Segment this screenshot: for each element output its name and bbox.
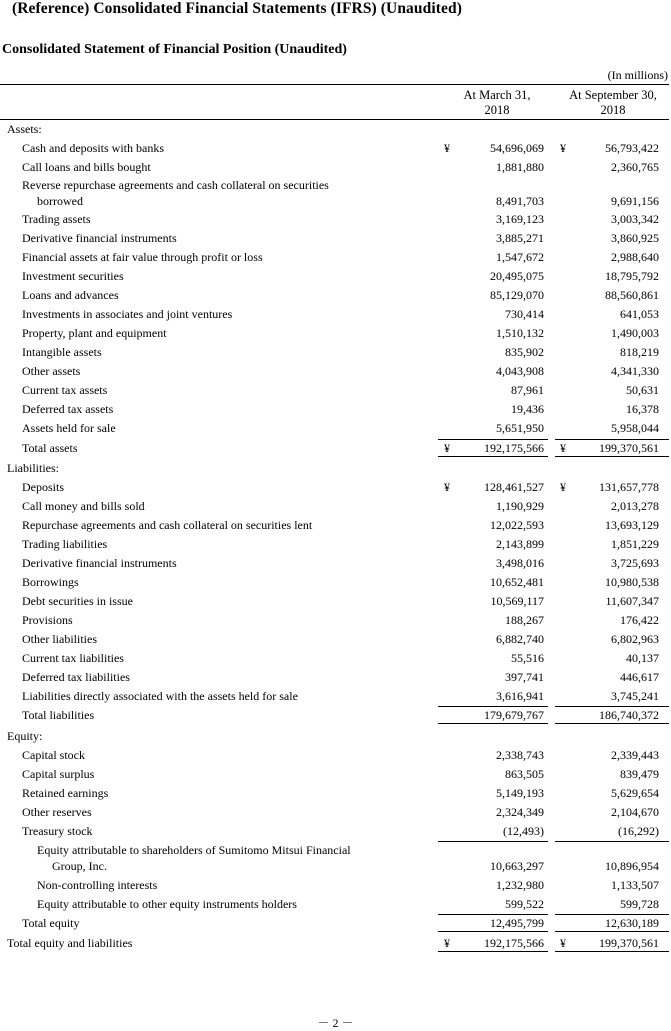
value-september-2018: 4,341,330 (611, 364, 659, 378)
row-label: Liabilities directly associated with the assets held for sale (22, 689, 298, 703)
row-label: Other assets (22, 364, 81, 378)
value-september-2018: 2,013,278 (611, 499, 659, 513)
section-label: Liabilities: (7, 461, 59, 475)
statement-title: Consolidated Statement of Financial Position (Unaudited) (2, 42, 347, 57)
subtotal-rule (555, 439, 669, 440)
row-label: Provisions (22, 613, 73, 627)
value-september-2018: 56,793,422 (605, 141, 659, 155)
row-label: Loans and advances (22, 288, 119, 302)
units-note: (In millions) (607, 68, 668, 82)
value-march-2018: 599,522 (505, 897, 544, 911)
value-march-2018: 87,961 (511, 383, 544, 397)
value-september-2018: 10,896,954 (605, 859, 659, 873)
value-march-2018: 5,149,193 (496, 786, 544, 800)
row-label: Repurchase agreements and cash collateral on securities lent (22, 518, 313, 532)
value-september-2018: 3,745,241 (611, 689, 659, 703)
value-march-2018: 55,516 (511, 651, 544, 665)
column-header-march-line1: At March 31, (463, 88, 531, 102)
subtotal-rule (438, 706, 548, 707)
value-september-2018: 2,104,670 (611, 805, 659, 819)
row-label: Equity attributable to other equity instruments holders (37, 897, 297, 911)
value-march-2018: 8,491,703 (496, 194, 544, 208)
subtotal-rule (555, 706, 669, 707)
value-march-2018: (12,493) (503, 824, 544, 838)
row-label: Assets held for sale (22, 421, 116, 435)
value-march-2018: 1,510,132 (496, 326, 544, 340)
value-september-2018: 40,137 (626, 651, 659, 665)
column-header-march-line2: 2018 (484, 103, 510, 117)
row-label: Deferred tax assets (22, 402, 114, 416)
row-label: Total liabilities (22, 708, 95, 722)
total-rule (438, 723, 548, 724)
value-september-2018: 599,728 (620, 897, 659, 911)
value-september-2018: 6,802,963 (611, 632, 659, 646)
row-label: Intangible assets (22, 345, 102, 359)
value-september-2018: 1,851,229 (611, 537, 659, 551)
value-march-2018: 128,461,527 (484, 480, 544, 494)
value-september-2018: 2,339,443 (611, 748, 659, 762)
total-rule (438, 951, 548, 952)
value-september-2018: 50,631 (626, 383, 659, 397)
row-label: Capital surplus (22, 767, 95, 781)
row-label: Investments in associates and joint ventures (22, 307, 233, 321)
value-september-2018: 3,003,342 (611, 212, 659, 226)
value-september-2018: 3,860,925 (611, 231, 659, 245)
yen-symbol-march: ¥ (444, 936, 450, 950)
value-september-2018: 1,133,507 (611, 878, 659, 892)
value-september-2018: 131,657,778 (599, 480, 659, 494)
value-march-2018: 397,741 (505, 670, 544, 684)
value-march-2018: 3,616,941 (496, 689, 544, 703)
row-label: Debt securities in issue (22, 594, 133, 608)
value-march-2018: 12,495,799 (490, 916, 544, 930)
value-march-2018: 835,902 (505, 345, 544, 359)
yen-symbol-september: ¥ (560, 480, 566, 494)
value-september-2018: 9,691,156 (611, 194, 659, 208)
row-label: Trading assets (22, 212, 91, 226)
yen-symbol-march: ¥ (444, 480, 450, 494)
value-march-2018: 730,414 (505, 307, 544, 321)
value-march-2018: 1,547,672 (496, 250, 544, 264)
value-september-2018: 186,740,372 (599, 708, 659, 722)
column-header-september-line2: 2018 (600, 103, 626, 117)
value-september-2018: 199,370,561 (599, 936, 659, 950)
value-march-2018: 1,190,929 (496, 499, 544, 513)
row-label: Treasury stock (22, 824, 93, 838)
row-label: Capital stock (22, 748, 85, 762)
total-rule (438, 456, 548, 457)
value-march-2018: 6,882,740 (496, 632, 544, 646)
row-label: Trading liabilities (22, 537, 108, 551)
total-rule (555, 723, 669, 724)
row-label: Call loans and bills bought (22, 160, 151, 174)
value-march-2018: 19,436 (511, 402, 544, 416)
row-label: Derivative financial instruments (22, 556, 177, 570)
subtotal-rule (438, 841, 548, 842)
value-september-2018: 88,560,861 (605, 288, 659, 302)
value-september-2018: 176,422 (620, 613, 659, 627)
yen-symbol-march: ¥ (444, 441, 450, 455)
value-september-2018: 3,725,693 (611, 556, 659, 570)
value-september-2018: 2,360,765 (611, 160, 659, 174)
value-september-2018: 446,617 (620, 670, 659, 684)
value-september-2018: 641,053 (620, 307, 659, 321)
value-september-2018: 18,795,792 (605, 269, 659, 283)
value-september-2018: (16,292) (618, 824, 659, 838)
value-march-2018: 2,324,349 (496, 805, 544, 819)
value-march-2018: 3,169,123 (496, 212, 544, 226)
value-september-2018: 5,958,044 (611, 421, 659, 435)
section-label: Equity: (7, 729, 43, 743)
row-label: Group, Inc. (52, 859, 107, 873)
row-label: Reverse repurchase agreements and cash collateral on securities (22, 178, 329, 192)
row-label: Non-controlling interests (37, 878, 158, 892)
value-march-2018: 188,267 (505, 613, 544, 627)
yen-symbol-march: ¥ (444, 141, 450, 155)
value-march-2018: 10,569,117 (490, 594, 544, 608)
total-rule (555, 931, 669, 932)
row-label: Borrowings (22, 575, 79, 589)
row-label: Total assets (22, 441, 78, 455)
value-march-2018: 10,652,481 (490, 575, 544, 589)
value-september-2018: 2,988,640 (611, 250, 659, 264)
total-rule (555, 456, 669, 457)
row-label: Derivative financial instruments (22, 231, 177, 245)
value-september-2018: 11,607,347 (605, 594, 659, 608)
value-september-2018: 5,629,654 (611, 786, 659, 800)
row-label: Current tax assets (22, 383, 108, 397)
value-september-2018: 16,378 (626, 402, 659, 416)
row-label: Call money and bills sold (22, 499, 145, 513)
value-september-2018: 13,693,129 (605, 518, 659, 532)
value-september-2018: 818,219 (620, 345, 659, 359)
value-march-2018: 10,663,297 (490, 859, 544, 873)
row-label: Financial assets at fair value through profit or loss (22, 250, 263, 264)
value-march-2018: 12,022,593 (490, 518, 544, 532)
value-march-2018: 85,129,070 (490, 288, 544, 302)
value-march-2018: 5,651,950 (496, 421, 544, 435)
total-rule (555, 951, 669, 952)
row-label: Deferred tax liabilities (22, 670, 130, 684)
yen-symbol-september: ¥ (560, 441, 566, 455)
row-label: Current tax liabilities (22, 651, 124, 665)
row-label: Property, plant and equipment (22, 326, 167, 340)
value-march-2018: 2,338,743 (496, 748, 544, 762)
subtotal-rule (555, 841, 669, 842)
row-label: Cash and deposits with banks (22, 141, 164, 155)
value-september-2018: 1,490,003 (611, 326, 659, 340)
value-march-2018: 192,175,566 (484, 936, 544, 950)
value-march-2018: 3,498,016 (496, 556, 544, 570)
value-september-2018: 839,479 (620, 767, 659, 781)
value-march-2018: 1,232,980 (496, 878, 544, 892)
row-label: Investment securities (22, 269, 124, 283)
value-march-2018: 4,043,908 (496, 364, 544, 378)
row-label: Total equity (22, 916, 80, 930)
value-march-2018: 54,696,069 (490, 141, 544, 155)
subtotal-rule (438, 439, 548, 440)
value-march-2018: 1,881,880 (496, 160, 544, 174)
page-number: － 2 － (317, 1016, 354, 1030)
value-september-2018: 12,630,189 (605, 916, 659, 930)
value-march-2018: 2,143,899 (496, 537, 544, 551)
row-label: Total equity and liabilities (7, 936, 133, 950)
total-rule (438, 931, 548, 932)
value-september-2018: 199,370,561 (599, 441, 659, 455)
row-label: borrowed (37, 194, 83, 208)
row-label: Other liabilities (22, 632, 97, 646)
value-march-2018: 863,505 (505, 767, 544, 781)
value-march-2018: 20,495,075 (490, 269, 544, 283)
row-label: Equity attributable to shareholders of Sumitomo Mitsui Financial (37, 843, 351, 857)
subtotal-rule (438, 914, 548, 915)
row-label: Other reserves (22, 805, 92, 819)
column-header-september-line1: At September 30, (569, 88, 657, 102)
value-september-2018: 10,980,538 (605, 575, 659, 589)
yen-symbol-september: ¥ (560, 936, 566, 950)
value-march-2018: 179,679,767 (484, 708, 544, 722)
row-label: Deposits (22, 480, 64, 494)
subtotal-rule (555, 914, 669, 915)
value-march-2018: 3,885,271 (496, 231, 544, 245)
document-title: (Reference) Consolidated Financial Statements (IFRS) (Unaudited) (12, 0, 462, 17)
row-label: Retained earnings (22, 786, 109, 800)
section-label: Assets: (7, 122, 42, 136)
value-march-2018: 192,175,566 (484, 441, 544, 455)
yen-symbol-september: ¥ (560, 141, 566, 155)
